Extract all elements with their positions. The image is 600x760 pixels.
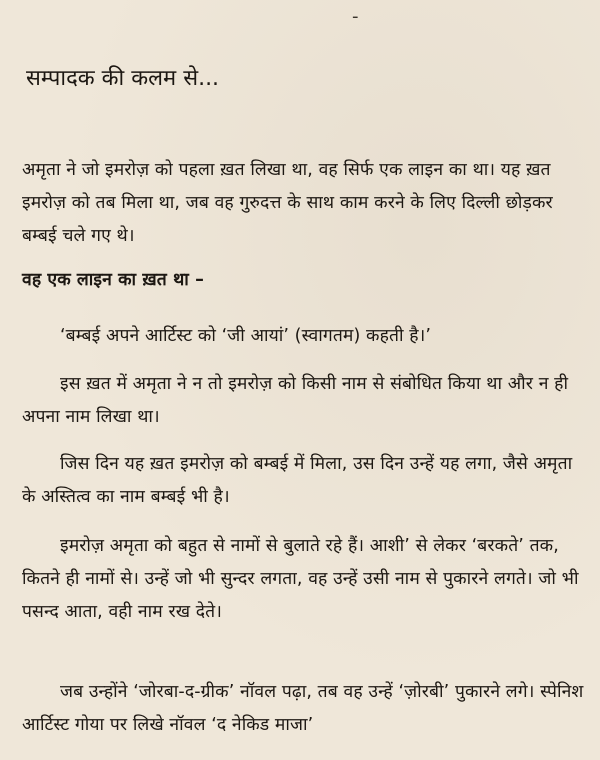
top-dash-mark: -	[352, 6, 359, 27]
paragraph-3-quote: ‘बम्बई अपने आर्टिस्ट को ‘जी आयां’ (स्वागतम) कहती है।’	[60, 326, 432, 346]
page-heading: सम्पादक की कलम से...	[26, 66, 220, 91]
paragraph-2-bold-line: वह एक लाइन का ख़त था –	[22, 270, 204, 290]
paragraph-6: इमरोज़ अमृता को बहुत से नामों से बुलाते रहे हैं। आशी’ से लेकर ‘बरकते’ तक, कितने ही नामों से। उन्हें जो भी सुन्दर लगता, वह उन्हें उसी नाम से पुकारने लगते। जो भी पसन्द आता, वही नाम रख देते।	[22, 536, 579, 622]
paragraph-4: इस ख़त में अमृता ने न तो इमरोज़ को किसी नाम से संबोधित किया था और न ही अपना नाम लिखा था।	[22, 374, 569, 427]
paragraph-7: जब उन्होंने ‘जोरबा-द-ग्रीक’ नॉवल पढ़ा, तब वह उन्हें ‘ज़ोरबी’ पुकारने लगे। स्पेनिश आर्टिस्ट गोया पर लिखे नॉवल ‘द नेकिड माजा’	[22, 682, 584, 735]
paragraph-1: अमृता ने जो इमरोज़ को पहला ख़त लिखा था, वह सिर्फ एक लाइन का था। यह ख़त इमरोज़ को तब मिला था, जब वह गुरुदत्त के साथ काम करने के लिए दिल्ली छोड़कर बम्बई चले गए थे।	[22, 160, 553, 246]
paragraph-5: जिस दिन यह ख़त इमरोज़ को बम्बई में मिला, उस दिन उन्हें यह लगा, जैसे अमृता के अस्तित्व का नाम बम्बई भी है।	[22, 454, 573, 507]
